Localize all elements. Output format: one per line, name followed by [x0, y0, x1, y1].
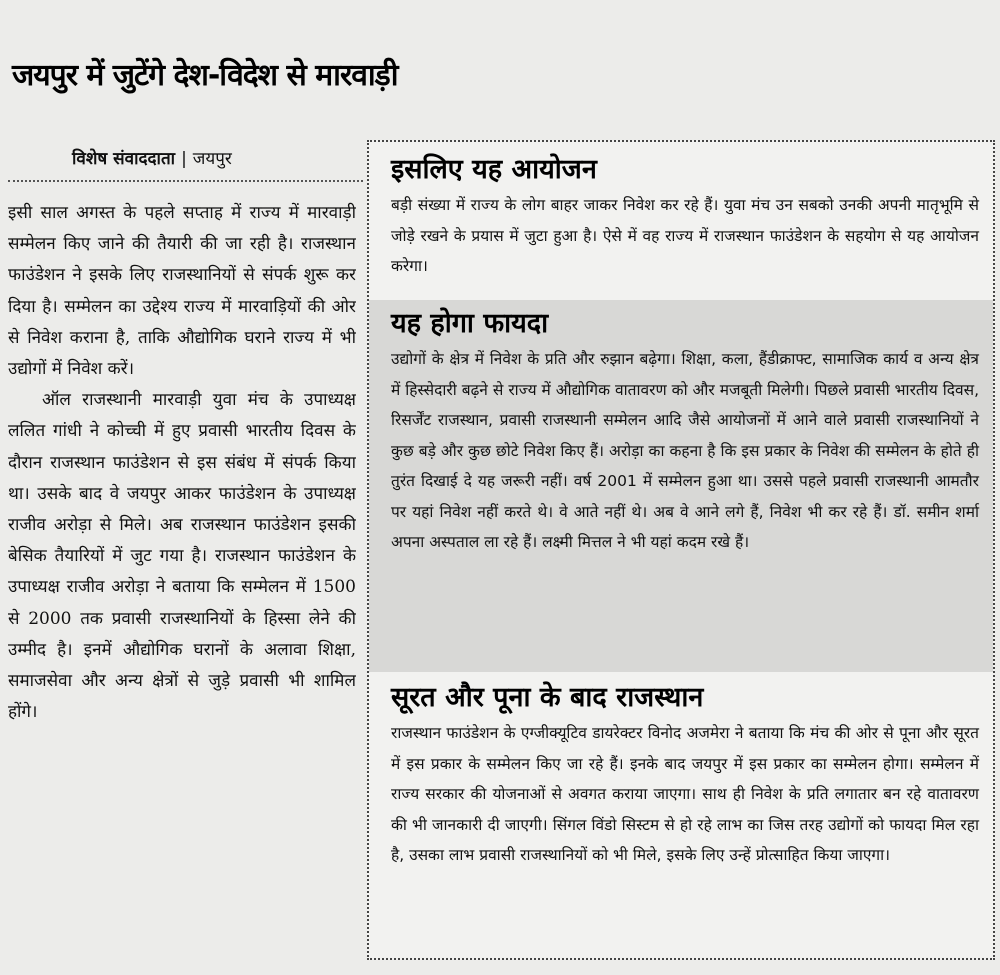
story-paragraph-2: ऑल राजस्थानी मारवाड़ी युवा मंच के उपाध्यक्ष ललित गांधी ने कोच्ची में हुए प्रवासी भारतीय दिवस के दौरान राजस्थान फाउंडेशन से इस संबंध में संपर्क किया था। उसके बाद वे जयपुर आकर फाउंडेशन के उपाध्यक्ष राजीव अरोड़ा से मिले। अब राजस्थान फाउंडेशन इसकी बेसिक तैयारियों में जुट गया है। राजस्थान फाउंडेशन के उपाध्यक्ष राजीव अरोड़ा ने बताया कि सम्मेलन में 1500 से 2000 तक प्रवासी राजस्थानियों के हिस्सा लेने की उम्मीद है। इनमें औद्योगिक घरानों के अलावा शिक्षा, समाजसेवा और अन्य क्षेत्रों से जुड़े प्रवासी भी शामिल होंगे। — [8, 390, 356, 723]
main-story-column — [8, 198, 356, 958]
section-heading-surat-pune: सूरत और पूना के बाद राजस्थान — [391, 682, 704, 713]
sidebar-section-reason — [369, 150, 993, 300]
sidebar-box — [367, 140, 995, 960]
section-text-reason: बड़ी संख्या में राज्य के लोग बाहर जाकर निवेश कर रहे हैं। युवा मंच उन सबको उनकी अपनी मातृभूमि से जोड़े रखने के प्रयास में जुटा हुआ है। ऐसे में वह राज्य में राजस्थान फाउंडेशन के सहयोग से यह आयोजन करेगा। — [391, 196, 979, 275]
byline-place: जयपुर — [192, 149, 232, 169]
section-heading-reason: इसलिए यह आयोजन — [391, 154, 597, 185]
headline: जयपुर में जुटेंगे देश-विदेश से मारवाड़ी — [12, 58, 398, 93]
byline — [72, 144, 372, 174]
section-text-benefit: उद्योगों के क्षेत्र में निवेश के प्रति और रुझान बढ़ेगा। शिक्षा, कला, हैंडीक्राफ्ट, सामाजिक कार्य व अन्य क्षेत्र में हिस्सेदारी बढ़ने से राज्य में औद्योगिक वातावरण को और मजबूती मिलेगी। पिछले प्रवासी भारतीय दिवस, रिसर्जेंट राजस्थान, प्रवासी राजस्थानी सम्मेलन आदि जैसे आयोजनों में आने वाले प्रवासी राजस्थानियों ने कुछ बड़े और कुछ छोटे निवेश किए हैं। अरोड़ा का कहना है कि इस प्रकार के निवेश की सम्मेलन के होते ही तुरंत दिखाई दे यह जरूरी नहीं। वर्ष 2001 में सम्मेलन हुआ था। उससे पहले प्रवासी राजस्थानी आमतौर पर यहां निवेश नहीं करते थे। वे आते नहीं थे। अब वे आने लगे हैं, निवेश भी कर रहे हैं। डॉ. समीन शर्मा अपना अस्पताल ला रहे हैं। लक्ष्मी मित्तल ने भी यहां कदम रखे हैं। — [391, 350, 979, 551]
sidebar-section-benefit — [369, 300, 993, 672]
sidebar-section-surat-pune — [369, 678, 993, 958]
story-paragraph-1: इसी साल अगस्त के पहले सप्ताह में राज्य में मारवाड़ी सम्मेलन किए जाने की तैयारी की जा रही है। राजस्थान फाउंडेशन ने इसके लिए राजस्थानियों से संपर्क शुरू कर दिया है। सम्मेलन का उद्देश्य राज्य में मारवाड़ियों की ओर से निवेश कराना है, ताकि औद्योगिक घराने राज्य में भी उद्योगों में निवेश करें। — [8, 203, 356, 380]
byline-separator: | — [181, 149, 187, 169]
section-heading-benefit: यह होगा फायदा — [391, 308, 549, 339]
section-text-surat-pune: राजस्थान फाउंडेशन के एग्जीक्यूटिव डायरेक्टर विनोद अजमेरा ने बताया कि मंच की ओर से पूना और सूरत में इस प्रकार के सम्मेलन किए जा रहे हैं। इनके बाद जयपुर में इस प्रकार का सम्मेलन होगा। सम्मेलन में राज्य सरकार की योजनाओं से अवगत कराया जाएगा। साथ ही निवेश के प्रति लगातार बन रहे वातावरण की भी जानकारी दी जाएगी। सिंगल विंडो सिस्टम से हो रहे लाभ का जिस तरह उद्योगों को फायदा मिल रहा है, उसका लाभ प्रवासी राजस्थानियों को भी मिले, इसके लिए उन्हें प्रोत्साहित किया जाएगा। — [391, 724, 979, 864]
byline-author: विशेष संवाददाता — [72, 149, 176, 169]
byline-divider — [8, 180, 363, 182]
